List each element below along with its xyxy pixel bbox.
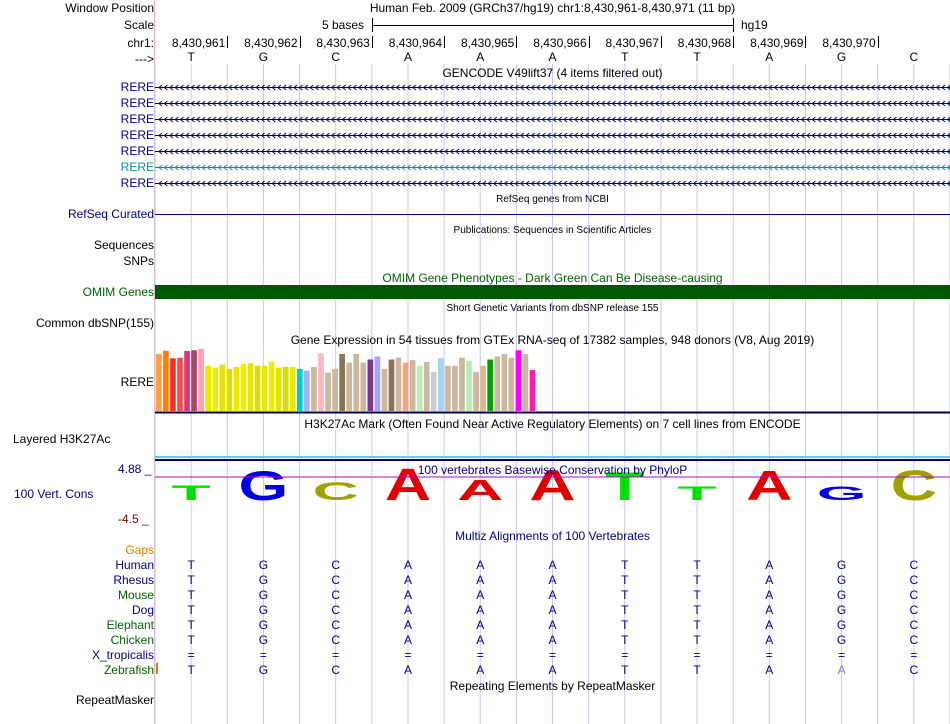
alignment-base: =	[404, 648, 412, 662]
alignment-base: =	[548, 648, 556, 662]
gtex-bar	[466, 361, 472, 411]
gtex-bar	[438, 358, 444, 411]
conservation-letter: C	[890, 461, 937, 510]
alignment-base: A	[476, 573, 485, 587]
alignment-base: G	[258, 573, 269, 587]
alignment-base: T	[693, 663, 701, 677]
alignment-base: G	[836, 558, 847, 572]
gtex-bar	[219, 365, 225, 412]
gtex-bar	[290, 367, 296, 411]
gtex-bar	[396, 358, 402, 411]
base-letter: C	[331, 50, 340, 64]
alignment-base: T	[187, 663, 195, 677]
gtex-bar	[156, 354, 162, 411]
alignment-base: G	[258, 603, 269, 617]
alignment-base: =	[910, 648, 918, 662]
alignment-base: =	[838, 648, 846, 662]
gtex-bar	[494, 356, 500, 411]
position-tick-label: 8,430,970	[822, 36, 876, 50]
alignment-base: G	[836, 603, 847, 617]
alignment-base: =	[476, 648, 484, 662]
scale-text: 5 bases	[322, 18, 365, 32]
alignment-base: T	[621, 633, 629, 647]
gtex-bar	[530, 370, 536, 411]
position-tick-label: 8,430,968	[677, 36, 732, 50]
alignment-base: C	[331, 663, 340, 677]
gtex-bar	[424, 362, 430, 411]
multiz-gaps-label: Gaps	[125, 543, 154, 557]
alignment-base: T	[621, 603, 629, 617]
conservation-letter: T	[605, 464, 645, 510]
base-letter: G	[258, 50, 269, 64]
conservation-letter-group	[155, 477, 227, 505]
gtex-bar	[304, 371, 310, 411]
base-letter: A	[476, 50, 485, 64]
gtex-bar	[410, 360, 416, 411]
alignment-base: A	[476, 558, 485, 572]
gtex-bar	[191, 350, 197, 411]
alignment-base: T	[693, 588, 701, 602]
alignment-base: A	[403, 558, 412, 572]
alignment-base: A	[765, 573, 774, 587]
species-label[interactable]: Dog	[131, 603, 154, 617]
gtex-bar	[480, 366, 486, 411]
gtex-bar	[198, 349, 204, 411]
alignment-base: T	[621, 588, 629, 602]
alignment-base: =	[187, 648, 195, 662]
alignment-base: =	[259, 648, 267, 662]
gencode-transcript-label[interactable]: RERE	[120, 176, 154, 190]
conservation-letter: G	[238, 463, 289, 510]
alignment-base: T	[621, 573, 629, 587]
alignment-base: A	[476, 588, 485, 602]
h3k27ac-track-title: H3K27Ac Mark (Often Found Near Active Regulatory Elements) on 7 cell lines from ENCODE	[304, 417, 801, 431]
alignment-base: A	[476, 603, 485, 617]
alignment-base: T	[693, 633, 701, 647]
gtex-bar	[382, 369, 388, 411]
position-tick-label: 8,430,969	[750, 36, 804, 50]
conservation-letter: A	[384, 459, 432, 510]
gtex-bar	[269, 361, 275, 411]
gtex-bar	[368, 360, 374, 411]
gtex-bar	[501, 354, 507, 411]
position-tick-label: 8,430,964	[388, 36, 443, 50]
alignment-base: C	[909, 573, 919, 587]
conservation-letter-group	[444, 474, 516, 507]
gencode-transcript-label[interactable]: RERE	[120, 144, 154, 158]
gencode-track-title: GENCODE V49lift37 (4 items filtered out)	[442, 66, 663, 80]
alignment-base: A	[403, 588, 412, 602]
gtex-bar	[325, 373, 331, 411]
gtex-bar	[212, 368, 218, 411]
gtex-bar	[297, 369, 303, 411]
gtex-bar	[516, 350, 522, 411]
conservation-letter: A	[746, 462, 793, 510]
alignment-base: A	[403, 633, 412, 647]
alignment-base: C	[331, 633, 340, 647]
alignment-base: C	[331, 618, 340, 632]
gtex-bar	[360, 363, 366, 411]
alignment-base: C	[909, 588, 919, 602]
gencode-transcript-label[interactable]: RERE	[120, 80, 154, 94]
alignment-base: C	[909, 603, 919, 617]
gtex-bar	[318, 353, 324, 411]
gtex-bar	[403, 363, 409, 411]
gtex-bar	[163, 351, 169, 411]
alignment-base: T	[187, 573, 195, 587]
conservation-max-label: 4.88 _	[118, 462, 152, 476]
gtex-bar	[184, 351, 190, 411]
gtex-bar	[473, 372, 479, 411]
alignment-base: C	[331, 603, 340, 617]
species-label[interactable]: Mouse	[117, 588, 154, 602]
h3k27ac-signal-bar	[155, 456, 950, 458]
publications-sequences-label[interactable]: Sequences	[93, 238, 154, 252]
window-position-label: Window Position	[65, 1, 154, 15]
alignment-base: G	[258, 588, 269, 602]
multiz-track-title: Multiz Alignments of 100 Vertebrates	[455, 529, 650, 543]
alignment-base: T	[187, 603, 195, 617]
omim-bar	[155, 285, 950, 299]
gtex-bar	[234, 367, 240, 411]
browser-title: Human Feb. 2009 (GRCh37/hg19) chr1:8,430,961-8,430,971 (11 bp)	[369, 1, 736, 15]
alignment-base: A	[548, 558, 557, 572]
alignment-base: T	[693, 603, 701, 617]
chrom-label: chr1:	[127, 36, 154, 50]
gtex-track-title: Gene Expression in 54 tissues from GTEx RNA-seq of 17382 samples, 948 donors (V8, Aug 2019)	[290, 333, 815, 347]
gtex-bar	[205, 366, 211, 411]
alignment-base: A	[403, 663, 412, 677]
position-tick-label: 8,430,967	[605, 36, 659, 50]
gtex-bar	[459, 358, 465, 411]
alignment-base: A	[765, 663, 774, 677]
species-label[interactable]: X_tropicalis	[91, 648, 154, 662]
alignment-base: C	[909, 558, 919, 572]
gtex-label[interactable]: RERE	[120, 375, 154, 389]
assembly-label: hg19	[741, 18, 768, 32]
gtex-bar	[276, 368, 282, 411]
alignment-base: T	[187, 558, 195, 572]
h3k27ac-label[interactable]: Layered H3K27Ac	[13, 432, 111, 446]
alignment-base: T	[621, 663, 629, 677]
alignment-base: G	[258, 663, 269, 677]
gencode-transcript-label[interactable]: RERE	[120, 112, 154, 126]
gtex-bar	[227, 369, 233, 411]
gtex-bar	[375, 356, 381, 411]
alignment-base: G	[836, 588, 847, 602]
gtex-bar	[353, 354, 359, 411]
gaps-marker	[156, 663, 158, 674]
alignment-base: =	[621, 648, 629, 662]
refseq-label[interactable]: RefSeq Curated	[67, 207, 154, 221]
gtex-bar	[241, 364, 247, 411]
conservation-letter-group	[300, 477, 372, 506]
alignment-base: T	[693, 558, 701, 572]
alignment-base: T	[621, 618, 629, 632]
alignment-base: A	[476, 618, 485, 632]
alignment-base: C	[909, 618, 919, 632]
position-tick-label: 8,430,962	[244, 36, 298, 50]
gencode-transcript-label[interactable]: RERE	[120, 128, 154, 142]
species-label[interactable]: Human	[115, 558, 154, 572]
gtex-bar	[283, 367, 289, 411]
alignment-base: T	[693, 618, 701, 632]
repeatmasker-track-title: Repeating Elements by RepeatMasker	[449, 679, 656, 693]
dbsnp-track-title: Short Genetic Variants from dbSNP release 155	[446, 303, 659, 314]
alignment-base: T	[187, 633, 195, 647]
alignment-base: A	[476, 663, 485, 677]
alignment-base: C	[331, 573, 340, 587]
alignment-base: T	[621, 558, 629, 572]
alignment-base: A	[765, 618, 774, 632]
dbsnp-label[interactable]: Common dbSNP(155)	[35, 316, 154, 330]
alignment-base: A	[837, 663, 846, 677]
gtex-bar	[431, 372, 437, 411]
gtex-bar	[452, 366, 458, 411]
base-letter: G	[836, 50, 847, 64]
alignment-base: A	[403, 618, 412, 632]
base-letter: A	[548, 50, 557, 64]
gtex-bar	[523, 354, 529, 411]
alignment-base: A	[765, 633, 774, 647]
alignment-base: T	[187, 618, 195, 632]
base-letter: T	[693, 50, 701, 64]
gtex-bar	[346, 363, 352, 411]
conservation-letter: T	[171, 481, 211, 505]
alignment-base: A	[548, 663, 557, 677]
gtex-bar	[332, 369, 338, 411]
species-label[interactable]: Rhesus	[113, 573, 154, 587]
alignment-base: G	[836, 618, 847, 632]
alignment-base: A	[548, 603, 557, 617]
conservation-letter: A	[457, 473, 504, 507]
omim-label[interactable]: OMIM Genes	[82, 285, 154, 299]
conservation-label[interactable]: 100 Vert. Cons	[14, 487, 94, 501]
alignment-base: A	[548, 618, 557, 632]
scale-label: Scale	[123, 18, 154, 32]
gencode-transcript-label[interactable]: RERE	[120, 96, 154, 110]
gtex-bar	[255, 366, 261, 411]
alignment-base: C	[909, 663, 919, 677]
base-letter: T	[187, 50, 195, 64]
alignment-base: A	[403, 573, 412, 587]
gencode-transcript-label[interactable]: RERE	[120, 160, 154, 174]
gtex-bar	[487, 360, 493, 411]
gtex-bar	[262, 366, 268, 411]
alignment-base: G	[258, 618, 269, 632]
strand-label: --->	[135, 52, 154, 66]
alignment-base: C	[331, 588, 340, 602]
refseq-track-title: RefSeq genes from NCBI	[496, 194, 609, 205]
alignment-base: C	[909, 633, 919, 647]
conservation-track-title: 100 vertebrates Basewise Conservation by PhyloP	[417, 463, 688, 477]
alignment-base: T	[187, 588, 195, 602]
alignment-base: T	[693, 573, 701, 587]
species-label[interactable]: Chicken	[110, 633, 154, 647]
base-letter: A	[765, 50, 774, 64]
publications-track-title: Publications: Sequences in Scientific Articles	[453, 225, 652, 236]
conservation-letter: A	[529, 460, 576, 510]
gtex-bar	[445, 366, 451, 411]
gtex-bar	[339, 354, 345, 411]
publications-snps-label[interactable]: SNPs	[123, 254, 154, 268]
position-tick-label: 8,430,966	[533, 36, 587, 50]
gtex-bar	[417, 366, 423, 411]
species-label[interactable]: Elephant	[106, 618, 154, 632]
gtex-bar	[311, 367, 317, 411]
position-tick-label: 8,430,963	[316, 36, 370, 50]
gtex-bar	[248, 363, 254, 411]
alignment-base: G	[836, 573, 847, 587]
conservation-letter: G	[816, 482, 867, 505]
alignment-base: A	[765, 558, 774, 572]
position-tick-label: 8,430,961	[171, 36, 226, 50]
base-letter: C	[909, 50, 919, 64]
conservation-min-label: -4.5 _	[118, 512, 149, 526]
gtex-bar	[177, 358, 183, 411]
gtex-bar	[389, 360, 395, 411]
alignment-base: A	[548, 588, 557, 602]
alignment-base: =	[693, 648, 701, 662]
alignment-base: =	[332, 648, 340, 662]
alignment-base: A	[476, 633, 485, 647]
alignment-base: A	[765, 588, 774, 602]
position-tick-label: 8,430,965	[460, 36, 515, 50]
base-letter: A	[403, 50, 412, 64]
alignment-base: G	[836, 633, 847, 647]
alignment-base: G	[258, 633, 269, 647]
gtex-bar	[170, 358, 176, 411]
alignment-base: A	[765, 603, 774, 617]
alignment-base: =	[765, 648, 773, 662]
species-label[interactable]: Zebrafish	[103, 663, 154, 677]
omim-track-title: OMIM Gene Phenotypes - Dark Green Can Be Disease-causing	[382, 271, 723, 285]
conservation-letter: C	[312, 477, 359, 506]
alignment-base: A	[548, 573, 557, 587]
alignment-base: G	[258, 558, 269, 572]
gtex-bar	[509, 358, 515, 411]
conservation-letter: T	[677, 483, 717, 505]
repeatmasker-label[interactable]: RepeatMasker	[75, 693, 154, 707]
base-letter: T	[621, 50, 629, 64]
alignment-base: C	[331, 558, 340, 572]
alignment-base: A	[403, 603, 412, 617]
alignment-base: A	[548, 633, 557, 647]
